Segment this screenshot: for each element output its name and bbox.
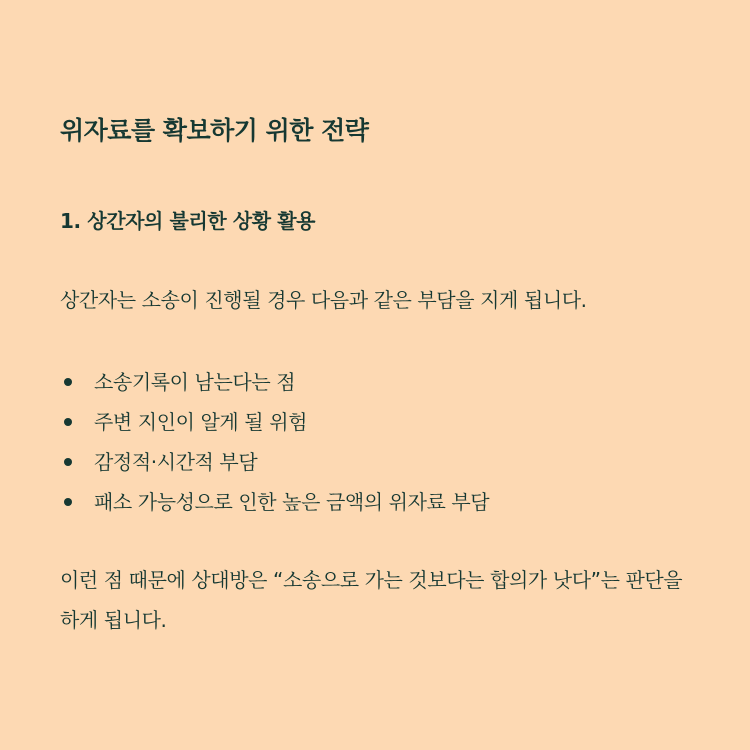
list-item [60, 362, 489, 402]
bullet-dot-icon [64, 498, 72, 506]
conclusion-paragraph: 이런 점 때문에 상대방은 “소송으로 가는 것보다는 합의가 낫다”는 판단을 하게 됩니다. [60, 568, 683, 632]
bullet-dot-icon [64, 458, 72, 466]
list-item [60, 402, 489, 442]
list-item-text: 주변 지인이 알게 될 위험 [94, 410, 308, 434]
bullet-dot-icon [64, 378, 72, 386]
section-heading: 1. 상간자의 불리한 상황 활용 [60, 209, 316, 233]
list-item [60, 482, 489, 522]
intro-paragraph: 상간자는 소송이 진행될 경우 다음과 같은 부담을 지게 됩니다. [60, 288, 587, 312]
burden-list [60, 362, 489, 522]
list-item-text: 소송기록이 남는다는 점 [94, 370, 296, 394]
list-item-text: 패소 가능성으로 인한 높은 금액의 위자료 부담 [94, 490, 490, 514]
bullet-dot-icon [64, 418, 72, 426]
list-item-text: 감정적·시간적 부담 [94, 450, 258, 474]
list-item [60, 442, 489, 482]
page-title: 위자료를 확보하기 위한 전략 [60, 116, 369, 145]
